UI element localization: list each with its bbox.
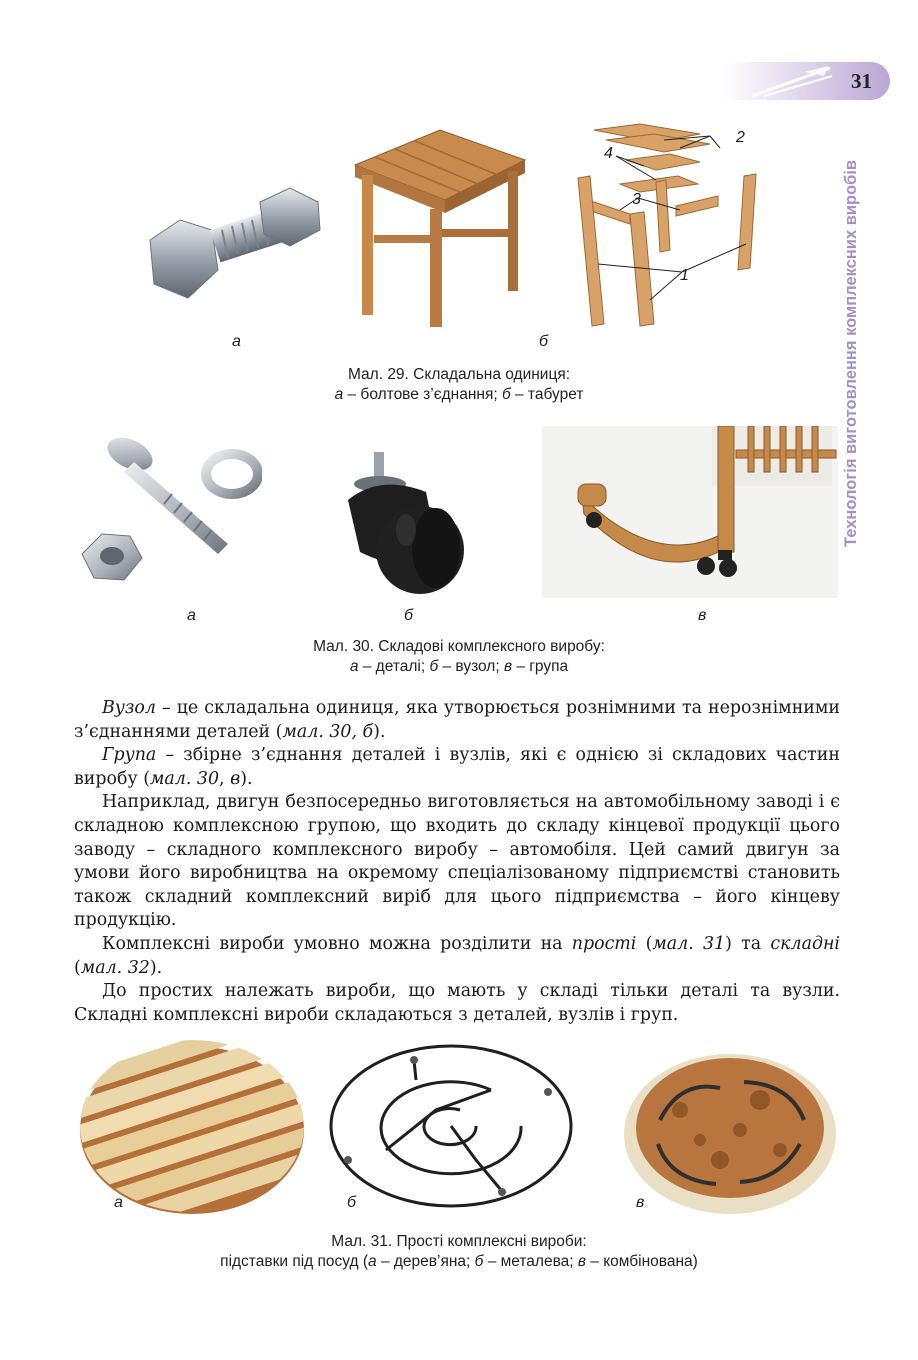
callout-4: 4 — [604, 145, 613, 162]
callout-2: 2 — [736, 129, 745, 146]
table-frame-on-wheels-image — [542, 426, 838, 598]
fig30-label-b: б — [404, 607, 413, 624]
pencil-ruler-icon — [744, 62, 834, 100]
paragraph-example: Наприклад, двигун безпосередньо виготовляється на автомобільному заводі і є складною комплексною групою, що входить до складу кінцевої продукції цього заводу – складного комплексного виробу – автомобіля. Цей самий двигун за умови його виробництва на окремому спеціалізованому підприємстві становить також складний комплексний виріб для цього підприємства – його кінцеву продукцію. — [74, 792, 840, 931]
stool-exploded-diagram — [570, 120, 770, 330]
callout-1: 1 — [680, 267, 689, 284]
parts-bolt-nut-washer-image — [72, 428, 262, 598]
fig31-caption-title: Мал. 31. Прості комплексні вироби: — [331, 1233, 587, 1250]
fig29-label-a: а — [232, 333, 241, 350]
page-number-tab — [722, 62, 890, 100]
wooden-trivet-image — [74, 1038, 308, 1214]
paragraph-classification: Комплексні вироби умовно можна розділити на прості (мал. 31) та складні (мал. 32). — [74, 933, 840, 978]
combined-trivet-image — [620, 1040, 840, 1216]
stool-image — [350, 125, 530, 330]
caster-wheel-image — [340, 452, 480, 598]
fig30-label-c: в — [698, 607, 707, 624]
fig29-caption-title: Мал. 29. Складальна одиниця: — [347, 366, 571, 383]
fig29-label-b: б — [539, 333, 548, 350]
fig30-caption-title: Мал. 30. Складові комплексного виробу: — [313, 638, 605, 655]
page-number: 31 — [851, 69, 872, 93]
metal-trivet-image — [326, 1040, 576, 1212]
fig30-label-a: а — [187, 607, 196, 624]
fig31-label-c: в — [636, 1194, 645, 1211]
fig31-label-a: а — [114, 1194, 123, 1211]
fig31-label-b: б — [347, 1194, 356, 1211]
fig29-caption — [0, 365, 918, 405]
paragraph-hrupa: Група – збірне з’єднання деталей і вузлів, які є однією зі складових частин виробу (мал. 30, в). — [74, 745, 840, 789]
fig30-caption — [0, 637, 918, 677]
fig31-caption — [0, 1232, 918, 1272]
paragraph-vuzol: Вузол – це складальна одиниця, яка утворюється рознімними та нерознімними з’єднаннями деталей (мал. 30, б). — [74, 698, 840, 742]
bolt-with-nut-image — [140, 180, 330, 320]
callout-3: 3 — [632, 191, 641, 208]
fig30-caption-legend: а – деталі; б – вузол; в – група — [349, 658, 569, 675]
fig29-caption-legend: а – болтове з’єднання; б – табурет — [334, 386, 584, 403]
paragraph-definition: До простих належать вироби, що мають у складі тільки деталі та вузли. Складні комплексні вироби складаються з деталей, вузлів і груп. — [74, 981, 840, 1025]
fig31-caption-legend: підставки під посуд (а – дерев’яна; б – металева; в – комбінована) — [220, 1253, 698, 1270]
body-text — [74, 697, 840, 1027]
chapter-side-title: Технологія виготовлення комплексних виробів — [842, 159, 860, 547]
